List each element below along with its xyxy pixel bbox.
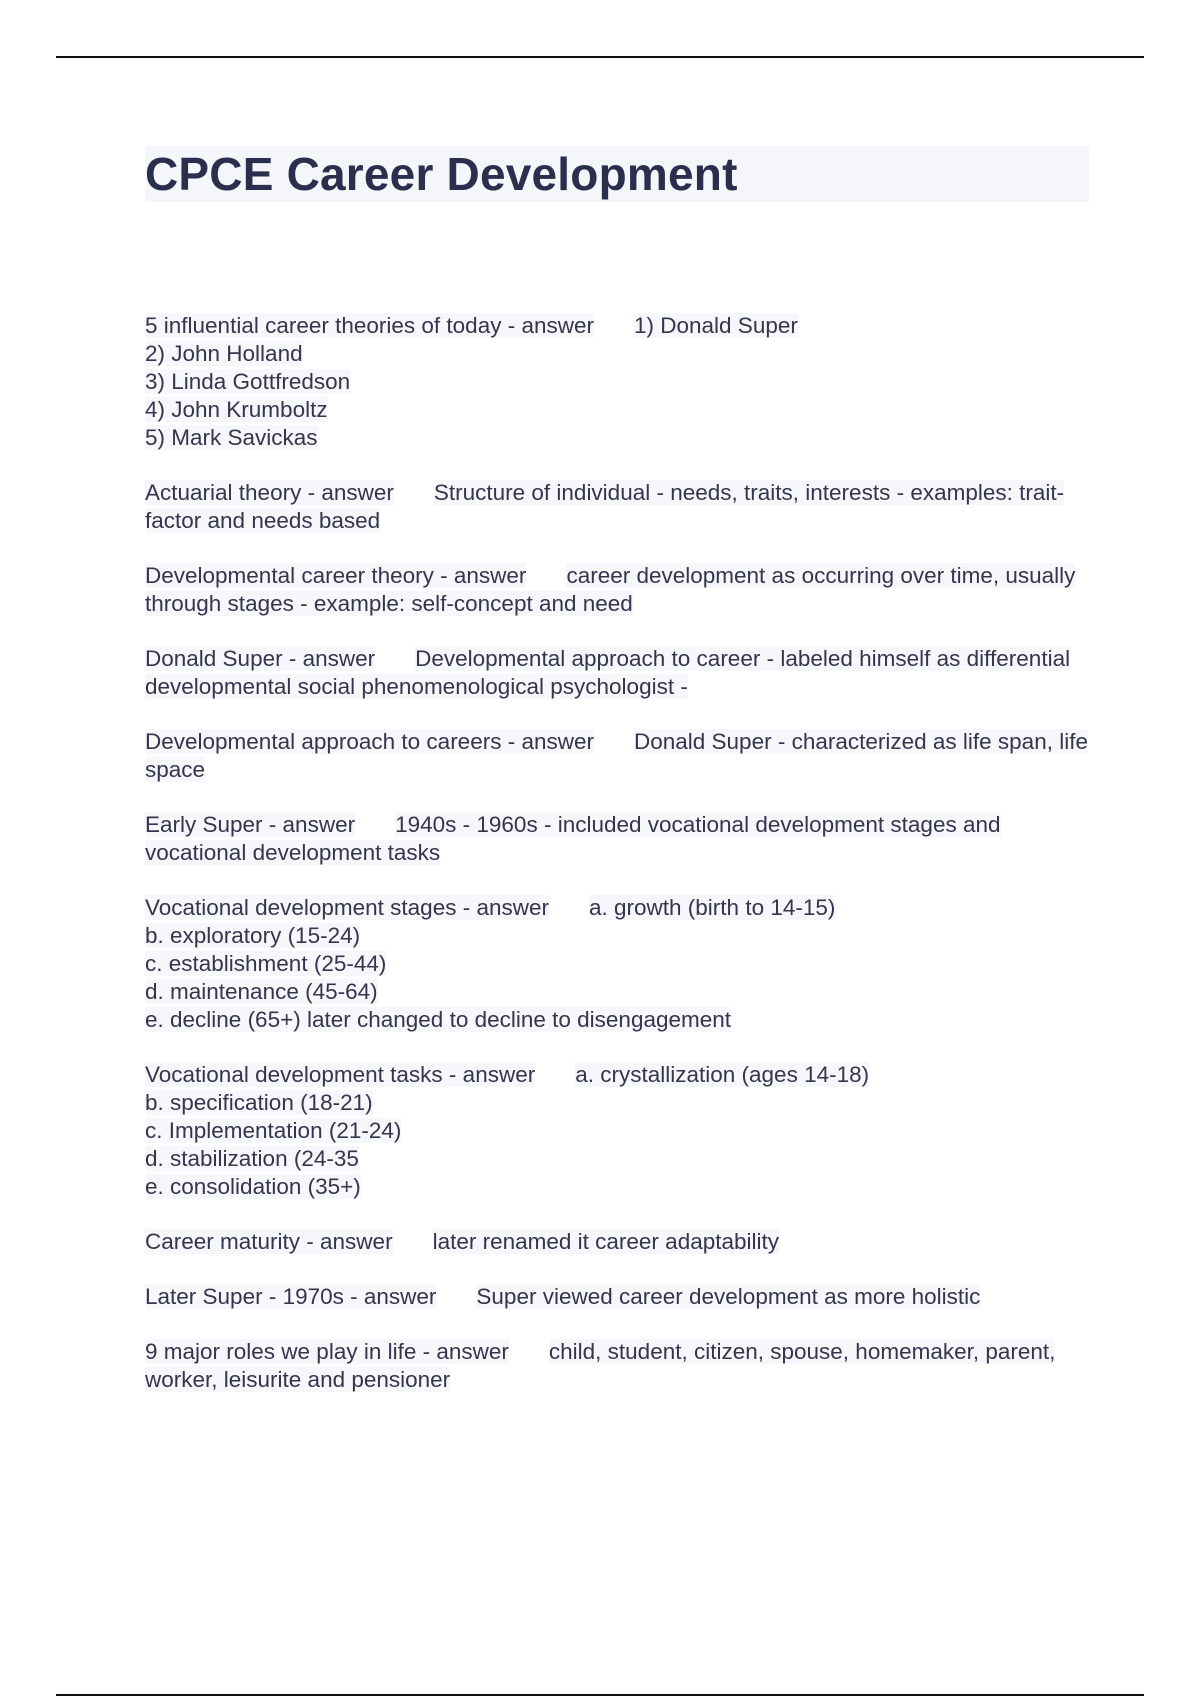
flashcard-definition: 1940s - 1960s - included vocational development stages and vocational development tasks (145, 812, 1001, 865)
flashcard-definition: 1) Donald Super 2) John Holland 3) Linda Gottfredson 4) John Krumboltz 5) Mark Savickas (145, 313, 798, 450)
flashcard-entry (145, 728, 1089, 784)
top-rule (56, 56, 1144, 58)
title-banner (145, 146, 1089, 202)
flashcard-term: 9 major roles we play in life - answer (145, 1339, 509, 1364)
flashcard-entry (145, 1338, 1089, 1394)
flashcard-definition: child, student, citizen, spouse, homemaker, parent, worker, leisurite and pensioner (145, 1339, 1056, 1392)
flashcard-list (145, 312, 1089, 1394)
flashcard-definition: Structure of individual - needs, traits, interests - examples: trait-factor and needs based (145, 480, 1065, 533)
document-title: CPCE Career Development (145, 148, 738, 200)
flashcard-definition: career development as occurring over time, usually through stages - example: self-concept and need (145, 563, 1076, 616)
flashcard-definition: later renamed it career adaptability (432, 1229, 780, 1254)
flashcard-definition: Donald Super - characterized as life span, life space (145, 729, 1088, 782)
flashcard-definition: a. growth (birth to 14-15) b. exploratory (15-24) c. establishment (25-44) d. maintenance (45-64) e. decline (65+) later changed to decline to disengagement (145, 895, 836, 1032)
flashcard-entry (145, 645, 1089, 701)
flashcard-entry (145, 479, 1089, 535)
flashcard-term: 5 influential career theories of today - answer (145, 313, 594, 338)
flashcard-entry (145, 811, 1089, 867)
flashcard-entry (145, 562, 1089, 618)
flashcard-entry (145, 894, 1089, 1034)
flashcard-term: Early Super - answer (145, 812, 356, 837)
flashcard-term: Actuarial theory - answer (145, 480, 394, 505)
flashcard-entry (145, 312, 1089, 452)
flashcard-term: Later Super - 1970s - answer (145, 1284, 437, 1309)
flashcard-term: Donald Super - answer (145, 646, 376, 671)
flashcard-term: Vocational development tasks - answer (145, 1062, 536, 1087)
flashcard-term: Career maturity - answer (145, 1229, 393, 1254)
flashcard-entry (145, 1061, 1089, 1201)
flashcard-term: Developmental career theory - answer (145, 563, 527, 588)
flashcard-definition: a. crystallization (ages 14-18) b. specification (18-21) c. Implementation (21-24) d. stabilization (24-35 e. consolidation (35+) (145, 1062, 870, 1199)
flashcard-definition: Developmental approach to career - labeled himself as differential developmental social phenomenological psychologist - (145, 646, 1071, 699)
flashcard-term: Developmental approach to careers - answer (145, 729, 594, 754)
flashcard-entry (145, 1228, 1089, 1256)
flashcard-definition: Super viewed career development as more holistic (476, 1284, 981, 1309)
bottom-rule (56, 1694, 1144, 1696)
document-body (145, 146, 1089, 1421)
flashcard-term: Vocational development stages - answer (145, 895, 549, 920)
flashcard-entry (145, 1283, 1089, 1311)
